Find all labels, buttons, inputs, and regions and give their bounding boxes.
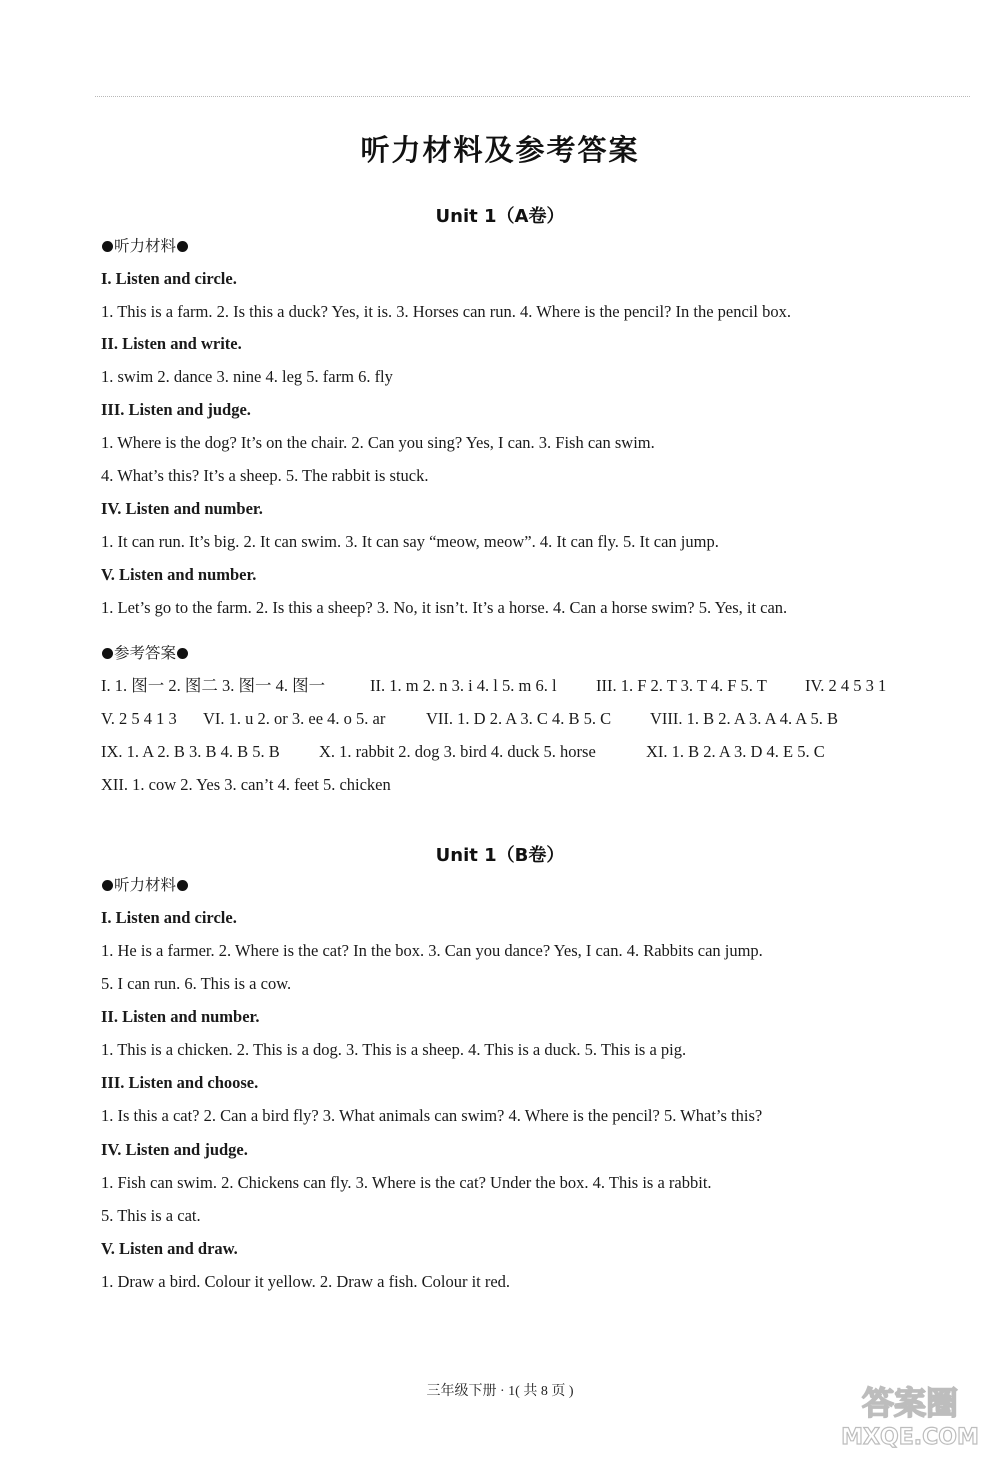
unit-b-section-text: 5. I can run. 6. This is a cow. (101, 974, 292, 993)
unit-b-section-heading: III. Listen and choose. (101, 1073, 259, 1092)
page-footer: 三年级下册 · 1( 共 8 页 ) (426, 1384, 574, 1399)
watermark-logo (840, 1372, 980, 1452)
unit-b-section-heading: V. Listen and draw. (101, 1239, 238, 1258)
answer-item: IV. 2 4 5 3 1 (805, 676, 887, 695)
bullet-icon (177, 241, 188, 252)
top-rule (95, 96, 970, 97)
answer-item: II. 1. m 2. n 3. i 4. l 5. m 6. l (370, 676, 557, 695)
unit-b-section-heading: I. Listen and circle. (101, 908, 237, 927)
unit-b-section-text: 1. He is a farmer. 2. Where is the cat? In the box. 3. Can you dance? Yes, I can. 4. Rabbits can jump. (101, 941, 763, 960)
unit-b-section-text: 1. Draw a bird. Colour it yellow. 2. Draw a fish. Colour it red. (101, 1272, 511, 1291)
bullet-icon (102, 241, 113, 252)
unit-b-section-text: 1. Fish can swim. 2. Chickens can fly. 3. Where is the cat? Under the box. 4. This is a rabbit. (101, 1173, 712, 1192)
page-title: 听力材料及参考答案 (360, 133, 640, 167)
answer-item: VII. 1. D 2. A 3. C 4. B 5. C (426, 709, 612, 728)
answer-item: I. 1. 图一 2. 图二 3. 图一 4. 图一 (101, 676, 326, 695)
unit-b-section-text: 1. Is this a cat? 2. Can a bird fly? 3. What animals can swim? 4. Where is the pencil? 5. What’s this? (101, 1106, 763, 1125)
unit-a-materials-tag: 听力材料 (101, 236, 189, 256)
watermark-text: 答案圈 (861, 1384, 959, 1422)
answer-item: VI. 1. u 2. or 3. ee 4. o 5. ar (203, 709, 386, 728)
unit-a-section-heading: III. Listen and judge. (101, 400, 251, 419)
answer-item: XII. 1. cow 2. Yes 3. can’t 4. feet 5. chicken (101, 775, 391, 794)
answer-item: III. 1. F 2. T 3. T 4. F 5. T (596, 676, 767, 695)
unit-a-heading: Unit 1（A卷） (435, 206, 565, 227)
bullet-icon (102, 648, 113, 659)
watermark-url: MXQE.COM (841, 1425, 979, 1450)
unit-a-section-heading: II. Listen and write. (101, 334, 242, 353)
bullet-icon (177, 648, 188, 659)
bullet-icon (102, 880, 113, 891)
unit-b-heading: Unit 1（B卷） (435, 845, 565, 866)
answer-item: VIII. 1. B 2. A 3. A 4. A 5. B (650, 709, 838, 728)
unit-a-section-heading: V. Listen and number. (101, 565, 257, 584)
unit-b-section-text: 5. This is a cat. (101, 1206, 201, 1225)
unit-a-section-text: 1. This is a farm. 2. Is this a duck? Yes, it is. 3. Horses can run. 4. Where is the pencil? In the pencil box. (101, 302, 791, 321)
bullet-icon (177, 880, 188, 891)
unit-a-section-text: 4. What’s this? It’s a sheep. 5. The rabbit is stuck. (101, 466, 429, 485)
unit-a-section-text: 1. Let’s go to the farm. 2. Is this a sheep? 3. No, it isn’t. It’s a horse. 4. Can a horse swim? 5. Yes, it can. (101, 598, 788, 617)
unit-b-section-heading: IV. Listen and judge. (101, 1140, 248, 1159)
answer-item: IX. 1. A 2. B 3. B 4. B 5. B (101, 742, 280, 761)
unit-b-materials-tag: 听力材料 (101, 875, 189, 895)
unit-b-section-heading: II. Listen and number. (101, 1007, 260, 1026)
unit-a-section-text: 1. swim 2. dance 3. nine 4. leg 5. farm 6. fly (101, 367, 393, 386)
answer-item: X. 1. rabbit 2. dog 3. bird 4. duck 5. horse (319, 742, 596, 761)
answer-item: XI. 1. B 2. A 3. D 4. E 5. C (646, 742, 825, 761)
unit-a-section-heading: IV. Listen and number. (101, 499, 263, 518)
unit-a-section-heading: I. Listen and circle. (101, 269, 237, 288)
answer-item: V. 2 5 4 1 3 (101, 709, 177, 728)
unit-a-section-text: 1. It can run. It’s big. 2. It can swim. 3. It can say “meow, meow”. 4. It can fly. 5. It can jump. (101, 532, 719, 551)
unit-a-section-text: 1. Where is the dog? It’s on the chair. 2. Can you sing? Yes, I can. 3. Fish can swim. (101, 433, 655, 452)
unit-b-section-text: 1. This is a chicken. 2. This is a dog. 3. This is a sheep. 4. This is a duck. 5. This is a pig. (101, 1040, 687, 1059)
unit-a-answers-tag: 参考答案 (101, 643, 189, 663)
